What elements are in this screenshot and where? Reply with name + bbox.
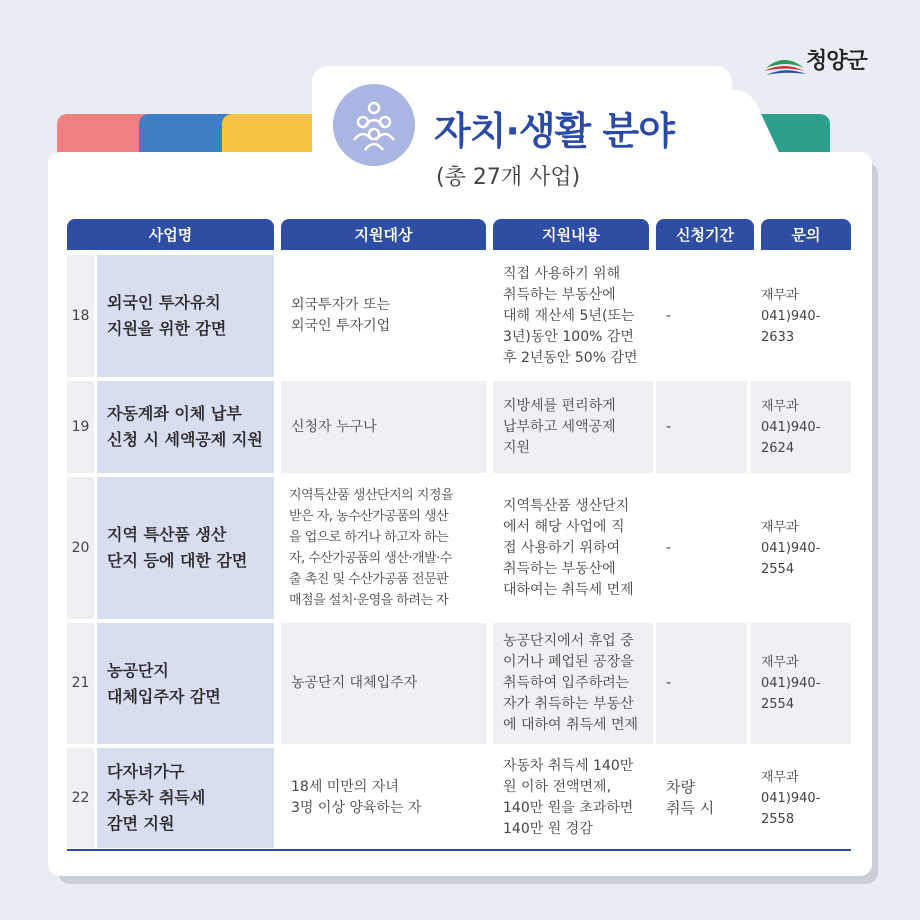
row-target: 신청자 누구나	[281, 381, 486, 473]
column-header-target: 지원대상	[281, 219, 486, 250]
row-business-name: 자동계좌 이체 납부 신청 시 세액공제 지원	[97, 381, 274, 473]
row-period: -	[656, 477, 747, 619]
row-content: 자동차 취득세 140만 원 이하 전액면제, 140만 원을 초과하면 140만 원 경감	[493, 748, 653, 848]
row-period: -	[656, 623, 747, 744]
row-business-name: 다자녀가구 자동차 취득세 감면 지원	[97, 748, 274, 848]
page-subtitle: (총 27개 사업)	[436, 165, 581, 190]
column-header-period: 신청기간	[656, 219, 754, 250]
column-header-contact: 문의	[761, 219, 851, 250]
row-content: 농공단지에서 휴업 중 이거나 폐업된 공장을 취득하여 입주하려는 자가 취득하는 부동산 에 대하여 취득세 면제	[493, 623, 653, 744]
logo-text: 청양군	[806, 49, 867, 74]
row-contact: 재무과 041)940-2624	[751, 381, 851, 473]
row-number: 19	[67, 381, 94, 473]
column-header-name: 사업명	[67, 219, 274, 250]
row-target: 18세 미만의 자녀 3명 이상 양육하는 자	[281, 748, 486, 848]
row-content: 직접 사용하기 위해 취득하는 부동산에 대해 재산세 5년(또는 3년)동안 100% 감면 후 2년동안 50% 감면	[493, 255, 653, 377]
table-bottom-rule	[67, 849, 851, 851]
row-period: -	[656, 255, 754, 377]
page-title: 자치·생활 분야	[434, 109, 674, 153]
row-period: 차량 취득 시	[656, 748, 747, 848]
row-contact: 재무과 041)940-2558	[751, 748, 851, 848]
row-number: 21	[67, 623, 94, 744]
row-contact: 재무과 041)940-2633	[751, 255, 851, 377]
row-number: 18	[67, 255, 94, 377]
row-period: -	[656, 381, 747, 473]
row-content: 지방세를 편리하게 납부하고 세액공제 지원	[493, 381, 653, 473]
row-content: 지역특산품 생산단지 에서 해당 사업에 직 접 사용하기 위하여 취득하는 부동산에 대하여는 취득세 면제	[493, 477, 653, 619]
row-business-name: 농공단지 대체입주자 감면	[97, 623, 274, 744]
column-header-content: 지원내용	[493, 219, 649, 250]
row-business-name: 외국인 투자유치 지원을 위한 감면	[97, 255, 274, 377]
row-contact: 재무과 041)940-2554	[751, 477, 851, 619]
row-number: 20	[67, 477, 94, 619]
row-number: 22	[67, 748, 94, 848]
row-business-name: 지역 특산품 생산 단지 등에 대한 감면	[97, 477, 274, 619]
row-target: 외국투자가 또는 외국인 투자기업	[281, 255, 486, 377]
people-group-icon	[333, 84, 415, 166]
row-contact: 재무과 041)940-2554	[751, 623, 851, 744]
row-target: 지역특산품 생산단지의 지정을 받은 자, 농수산가공품의 생산 을 업으로 하거나 하고자 하는 자, 수산가공품의 생산·개발·수 출 촉진 및 수산가공품 전문판 매점을 설치·운영을 하려는 자	[281, 477, 486, 619]
row-target: 농공단지 대체입주자	[281, 623, 486, 744]
